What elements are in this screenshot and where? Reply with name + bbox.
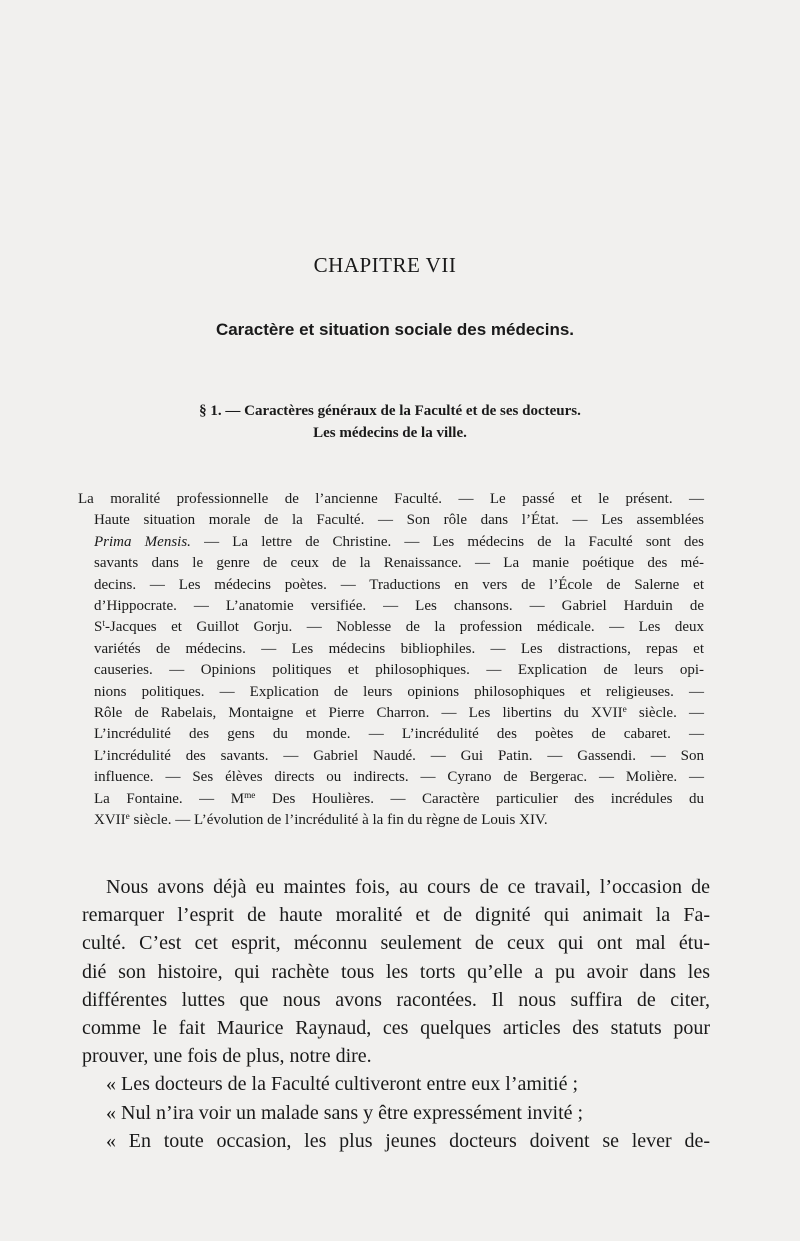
superscript: me bbox=[244, 790, 256, 801]
summary-line: nions politiques. — Explication de leurs opinions philosophiques et religieuses. — bbox=[94, 683, 704, 700]
chapter-summary bbox=[78, 489, 704, 832]
summary-line bbox=[78, 532, 704, 553]
quote-line: « Nul n’ira voir un malade sans y être expressément invité ; bbox=[106, 1101, 584, 1124]
summary-line bbox=[78, 617, 704, 638]
section-heading-line-1: § 1. — Caractères généraux de la Faculté et de ses docteurs. bbox=[199, 403, 581, 419]
body-line: remarquer l’esprit de haute moralité et de dignité qui animait la Fa- bbox=[82, 904, 710, 927]
summary-text: La Fontaine. — M bbox=[94, 790, 245, 807]
summary-italic-text: Prima Mensis. bbox=[94, 533, 191, 550]
summary-text: S bbox=[94, 619, 103, 636]
summary-line: L’incrédulité des savants. — Gabriel Naudé. — Gui Patin. — Gassendi. — Son bbox=[94, 747, 704, 764]
summary-line: causeries. — Opinions politiques et philosophiques. — Explication de leurs opi- bbox=[94, 662, 704, 679]
summary-line: savants dans le genre de ceux de la Renaissance. — La manie poétique des mé- bbox=[94, 555, 704, 572]
summary-line: L’incrédulité des gens du monde. — L’incrédulité des poètes de cabaret. — bbox=[94, 726, 704, 743]
body-line: comme le fait Maurice Raynaud, ces quelques articles des statuts pour bbox=[82, 1017, 710, 1040]
section-heading bbox=[100, 400, 680, 444]
summary-line: d’Hippocrate. — L’anatomie versifiée. — Les chansons. — Gabriel Harduin de bbox=[94, 598, 704, 615]
body-line: Nous avons déjà eu maintes fois, au cours de ce travail, l’occasion de bbox=[106, 876, 710, 898]
chapter-subtitle: Caractère et situation sociale des médecins. bbox=[215, 320, 575, 339]
summary-line: variétés de médecins. — Les médecins bibliophiles. — Les distractions, repas et bbox=[94, 640, 704, 657]
chapter-title: CHAPITRE VII bbox=[313, 253, 457, 277]
summary-text: siècle. — L’évolution de l’incrédulité à la fin du règne de Louis XIV. bbox=[129, 812, 548, 829]
body-line: dié son histoire, qui rachète tous les torts qu’elle a pu avoir dans les bbox=[82, 960, 710, 983]
summary-line bbox=[78, 789, 704, 810]
summary-line bbox=[78, 810, 704, 831]
summary-text: XVII bbox=[94, 812, 126, 829]
body-paragraph bbox=[82, 873, 710, 1155]
superscript: e bbox=[125, 811, 130, 822]
body-line: culté. C’est cet esprit, méconnu seulement de ceux qui ont mal étu- bbox=[82, 932, 710, 955]
body-line: différentes luttes que nous avons racontées. Il nous suffira de citer, bbox=[82, 988, 710, 1011]
section-heading-line-2: Les médecins de la ville. bbox=[313, 425, 467, 441]
summary-line: influence. — Ses élèves directs ou indirects. — Cyrano de Bergerac. — Molière. — bbox=[94, 769, 704, 786]
summary-text: siècle. — bbox=[626, 705, 704, 722]
summary-line bbox=[78, 703, 704, 724]
quote-line: « En toute occasion, les plus jeunes docteurs doivent se lever de- bbox=[106, 1129, 710, 1152]
summary-line: Haute situation morale de la Faculté. — Son rôle dans l’État. — Les assemblées bbox=[94, 512, 704, 529]
quote-line: « Les docteurs de la Faculté cultiveront entre eux l’amitié ; bbox=[106, 1073, 579, 1096]
summary-text: Des Houlières. — Caractère particulier des incrédules du bbox=[255, 790, 704, 807]
summary-text: -Jacques et Guillot Gorju. — Noblesse de la profession médicale. — Les deux bbox=[104, 619, 704, 636]
summary-line: decins. — Les médecins poètes. — Traductions en vers de l’École de Salerne et bbox=[94, 576, 704, 593]
summary-text: Rôle de Rabelais, Montaigne et Pierre Charron. — Les libertins du XVII bbox=[94, 705, 623, 722]
body-line: prouver, une fois de plus, notre dire. bbox=[82, 1045, 372, 1068]
superscript: t bbox=[102, 619, 105, 630]
summary-text: — La lettre de Christine. — Les médecins de la Faculté sont des bbox=[190, 533, 705, 550]
summary-line: La moralité professionnelle de l’ancienne Faculté. — Le passé et le présent. — bbox=[78, 491, 704, 507]
superscript: e bbox=[622, 704, 627, 715]
